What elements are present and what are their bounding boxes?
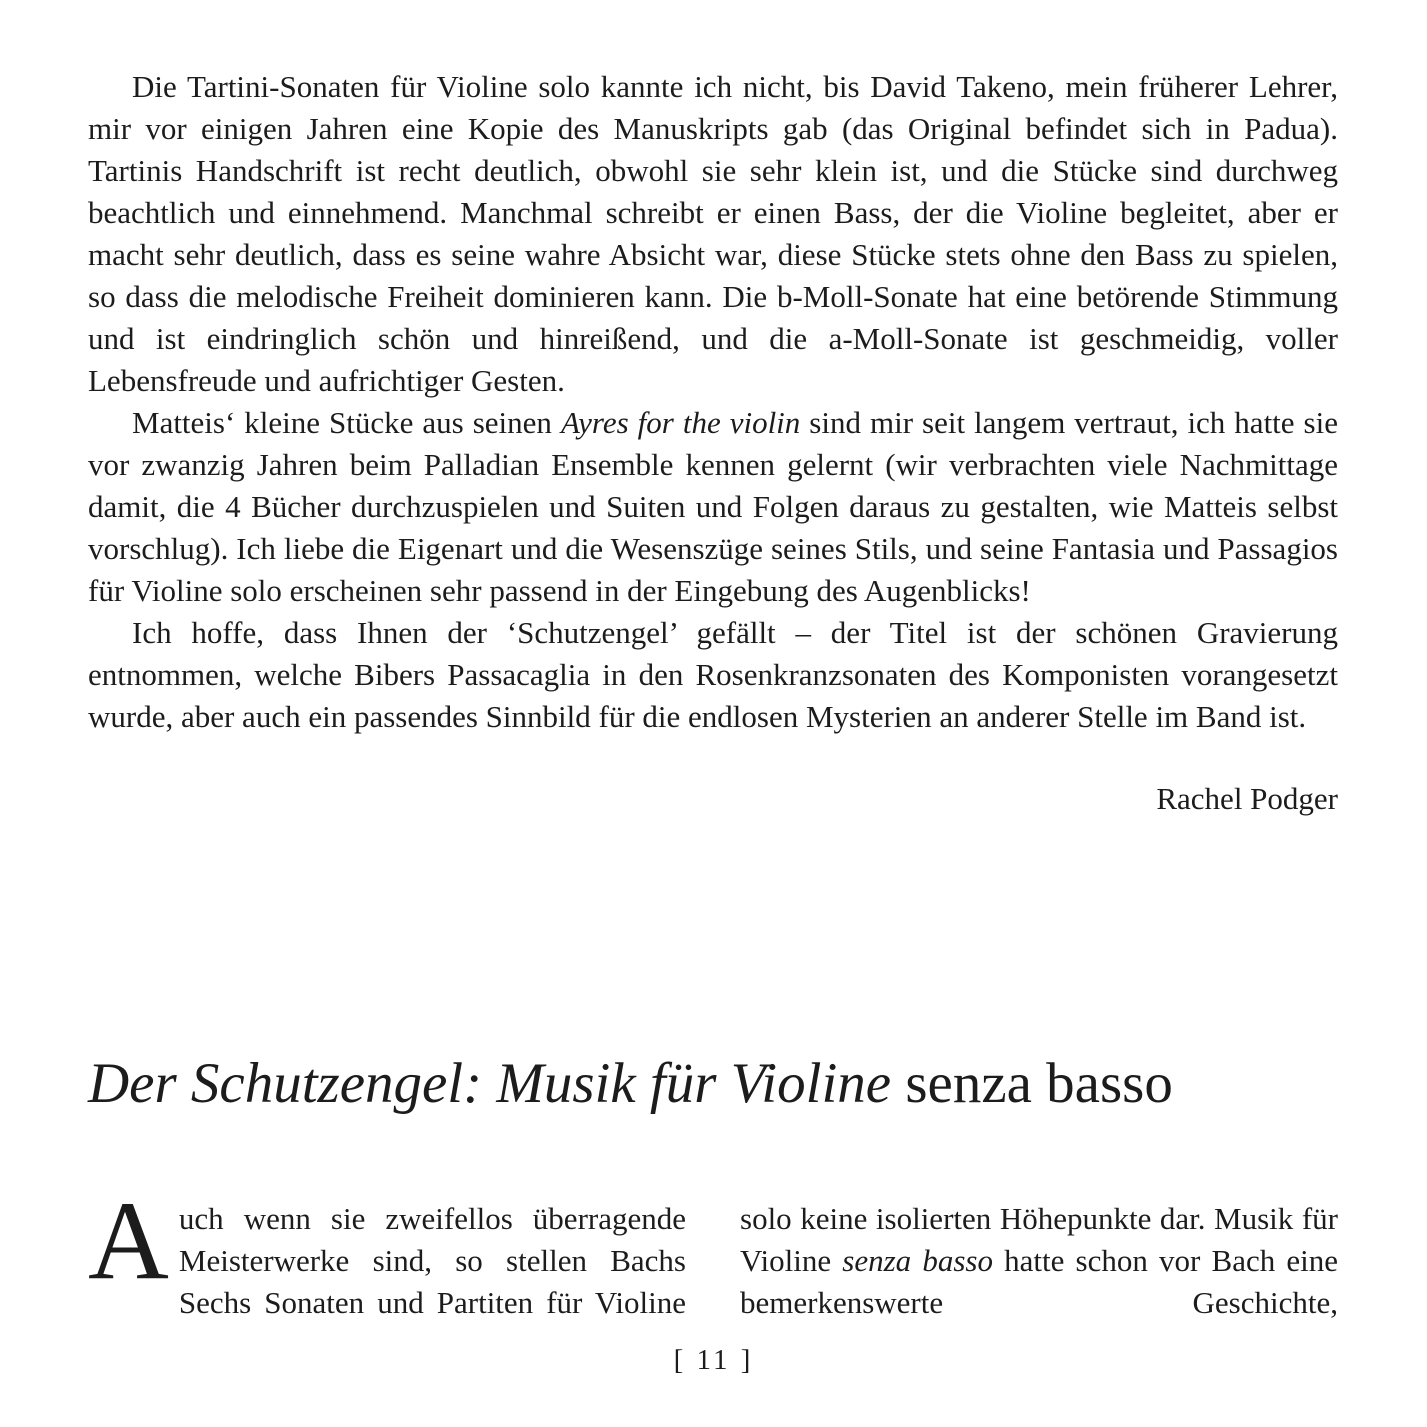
article-column-right-text-continued: hatte schon vor Bach eine bemerkenswerte Geschichte, <box>740 1243 1339 1320</box>
article-column-left-text: uch wenn sie zweifellos überragende Meisterwerke sind, so stellen Bachs Sechs Sonaten und Partiten für Violine <box>178 1201 686 1320</box>
paragraph-schutzengel: Ich hoffe, dass Ihnen der ‘Schutzengel’ gefällt – der Titel ist der schönen Gravierung entnommen, welche Bibers Passacaglia in den Rosenkranzsonaten des Komponisten vorangesetzt wurde, aber auch ein passendes Sinnbild für die endlosen Mysterien an anderer Stelle im Band ist. <box>88 615 1338 734</box>
paragraph-tartini: Die Tartini-Sonaten für Violine solo kannte ich nicht, bis David Takeno, mein früherer Lehrer, mir vor einigen Jahren eine Kopie des Manuskripts gab (das Original befindet sich in Padua). Tartinis Handschrift ist recht deutlich, obwohl sie sehr klein ist, und die Stücke sind durchweg beachtlich und einnehmend. Manchmal schreibt er einen Bass, der die Violine begleitet, aber er macht sehr deutlich, dass es seine wahre Absicht war, diese Stücke stets ohne den Bass zu spielen, so dass die melodische Freiheit dominieren kann. Die b-Moll-Sonate hat eine betörende Stimmung und ist eindringlich schön und hinreißend, und die a-Moll-Sonate ist geschmeidig, voller Lebensfreude und aufrichtiger Gesten. <box>88 69 1338 398</box>
article-column-right-text: solo keine isolierten Höhepunkte dar. Musik für Violine <box>740 1201 1338 1278</box>
drop-cap-letter: A <box>88 1179 169 1303</box>
author-signature: Rachel Podger <box>1156 781 1338 816</box>
article-column-right <box>740 1198 1338 1324</box>
page-number: [ 11 ] <box>673 1344 754 1376</box>
section-heading-roman-part: senza basso <box>891 1052 1173 1115</box>
article-two-columns <box>88 1179 1339 1324</box>
work-title-ayres-for-the-violin: Ayres for the violin <box>560 405 801 440</box>
section-heading <box>88 1050 1368 1118</box>
paragraph-matteis-text: Matteis‘ kleine Stücke aus seinen <box>132 405 561 440</box>
paragraph-matteis <box>88 402 1338 612</box>
essay-section <box>88 66 1338 820</box>
article-column-left <box>88 1179 686 1324</box>
paragraph-matteis-text-continued: sind mir seit langem vertraut, ich hatte sie vor zwanzig Jahren beim Palladian Ensemble kennen gelernt (wir verbrachten viele Nachmittage damit, die 4 Bücher durchzuspielen und Suiten und Folgen daraus zu gestalten, wie Matteis selbst vorschlug). Ich liebe die Eigenart und die Wesenszüge seines Stils, und seine Fantasia und Passagios für Violine solo erscheinen sehr passend in der Eingebung des Augenblicks! <box>88 405 1338 608</box>
term-senza-basso: senza basso <box>842 1243 993 1278</box>
section-heading-italic-part: Der Schutzengel: Musik für Violine <box>88 1052 892 1115</box>
